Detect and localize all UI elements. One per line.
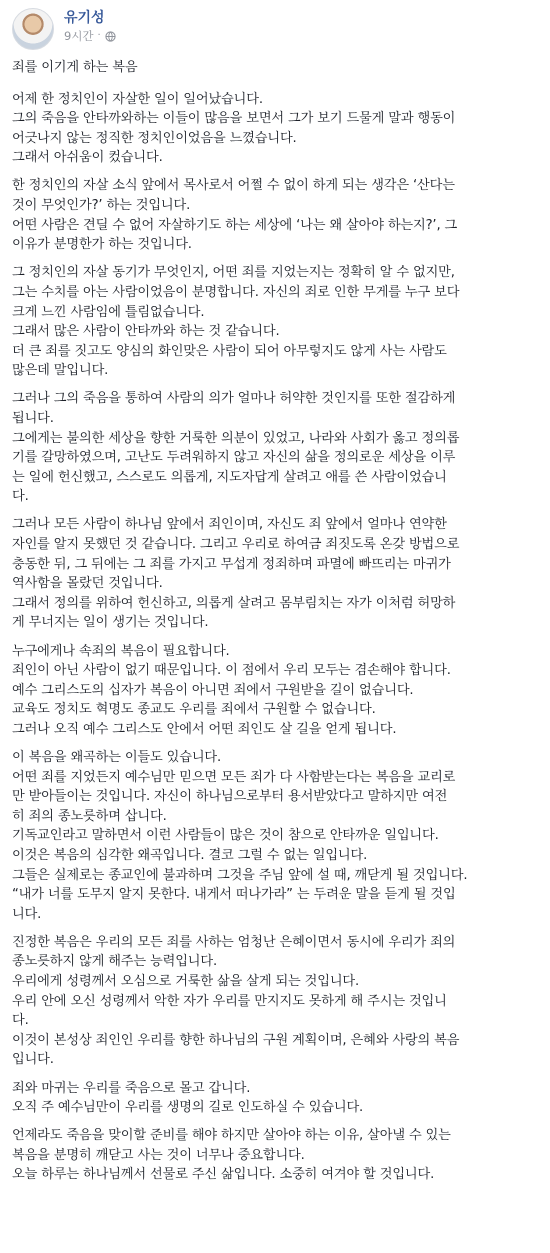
post-paragraph [12,176,538,254]
paragraph-line: 어긋나지 않는 정직한 정치인이었음을 느꼈습니다. [12,130,297,146]
post-paragraph [12,1126,538,1185]
post-meta [64,28,116,44]
paragraph-line: 그래서 많은 사람이 안타까와 하는 것 같습니다. [12,324,280,340]
paragraph-line: 그러나 그의 죽음을 통하여 사람의 의가 얼마나 허약한 것인지를 또한 절감하게 [12,391,456,407]
paragraph-line: 그러나 오직 예수 그리스도 안에서 어떤 죄인도 살 길을 얻게 됩니다. [12,721,397,737]
paragraph-line: 다. [12,489,29,505]
post-paragraph [12,748,538,924]
paragraph-line: 기를 갈망하였으며, 고난도 두려워하지 않고 자신의 삶을 정의로운 세상을 이루 [12,450,456,466]
paragraph-line: 입니다. [12,1052,54,1068]
globe-icon [105,28,116,44]
paragraph-line: 충동한 뒤, 그 뒤에는 그 죄를 가지고 무섭게 정죄하며 파멸에 빠뜨리는 마귀가 [12,556,451,572]
post-title: 죄를 이기게 하는 복음 [12,60,138,75]
paragraph-line: 그들은 실제로는 종교인에 불과하며 그것을 주님 앞에 설 때, 깨닫게 될 것입니다. [12,867,468,883]
paragraph-line: 그에게는 불의한 세상을 향한 거룩한 의분이 있었고, 나라와 사회가 옳고 정의롭 [12,430,460,446]
paragraph-line: 더 큰 죄를 짓고도 양심의 화인맞은 사람이 되어 아무렇지도 않게 사는 사람도 [12,343,447,359]
paragraph-line: 그는 수치를 아는 사람이었음이 분명합니다. 자신의 죄로 인한 무게를 누구 보다 [12,284,460,300]
paragraph-line: 그래서 아쉬움이 컸습니다. [12,150,163,166]
paragraph-line: 다. [12,1013,29,1029]
paragraph-line: 누구에게나 속죄의 복음이 필요합니다. [12,643,230,659]
paragraph-line: 한 정치인의 자살 소식 앞에서 목사로서 어쩔 수 없이 하게 되는 생각은 ‘산다는 [12,178,455,194]
paragraph-line: 자인를 알지 못했던 것 같습니다. 그리고 우리로 하여금 죄짓도록 온갖 방법으로 [12,537,460,553]
paragraph-line: 종노릇하지 않게 해주는 능력입니다. [12,954,218,970]
paragraph-line: 오늘 하루는 하나님께서 선물로 주신 삶입니다. 소중히 여겨야 할 것입니다. [12,1167,435,1183]
paragraph-line: 것이 무엇인가?’ 하는 것입니다. [12,198,191,214]
post-time[interactable]: 9시간 [64,29,94,43]
paragraph-line: 어떤 죄를 지었든지 예수님만 믿으면 모든 죄가 다 사함받는다는 복음을 교리로 [12,769,456,785]
paragraph-line: 크게 느낀 사람임에 틀림없습니다. [12,304,205,320]
paragraph-line: 이것은 복음의 심각한 왜곡입니다. 결코 그럴 수 없는 일입니다. [12,847,368,863]
paragraph-line: 그래서 정의를 위하여 헌신하고, 의롭게 살려고 몸부림치는 자가 이처럼 허망하 [12,595,456,611]
paragraph-line: 이 복음을 왜곡하는 이들도 있습니다. [12,750,222,765]
post-paragraph [12,933,538,1070]
post-paragraph [12,90,538,168]
paragraph-line: 진정한 복음은 우리의 모든 죄를 사하는 엄청난 은혜이면서 동시에 우리가 죄의 [12,934,456,950]
paragraph-line: 언제라도 죽음을 맞이할 준비를 해야 하지만 살아야 하는 이유, 살아낼 수 있는 [12,1128,451,1144]
paragraph-line: 어제 한 정치인이 자살한 일이 일어났습니다. [12,91,263,107]
paragraph-line: 예수 그리스도의 십자가 복음이 아니면 죄에서 구원받을 길이 없습니다. [12,682,414,698]
paragraph-line: 이것이 본성상 죄인인 우리를 향한 하나님의 구원 계획이며, 은혜와 사랑의 복음 [12,1032,460,1048]
paragraph-line: 역사함을 몰랐던 것입니다. [12,576,163,592]
paragraph-line: 기독교인라고 말하면서 이런 사람들이 많은 것이 참으로 안타까운 일입니다. [12,828,439,844]
paragraph-line: 만 받아들이는 것입니다. 자신이 하나님으로부터 용서받았다고 말하지만 여전 [12,789,448,805]
post-paragraph [12,515,538,633]
paragraph-line: 우리에게 성령께서 오심으로 거룩한 삶을 살게 되는 것입니다. [12,974,360,990]
paragraph-line: 니다. [12,906,42,922]
paragraph-line: 게 무너지는 일이 생기는 것입니다. [12,615,209,631]
paragraph-line: 죄인이 아닌 사람이 없기 때문입니다. 이 점에서 우리 모두는 겸손해야 합니다. [12,663,451,679]
author-name[interactable]: 유기성 [64,10,105,26]
post-paragraph [12,1079,538,1118]
paragraph-line: 어떤 사람은 견딜 수 없어 자살하기도 하는 세상에 ‘나는 왜 살아야 하는지?’, 그 [12,217,458,233]
author-avatar[interactable] [12,8,54,50]
post-header [12,0,538,58]
paragraph-line: 그 정치인의 자살 동기가 무엇인지, 어떤 죄를 지었는지는 정확히 알 수 없지만, [12,265,455,281]
post-paragraph [12,642,538,740]
post-paragraph [12,389,538,507]
meta-separator: · [97,30,101,41]
paragraph-line: 교육도 정치도 혁명도 종교도 우리를 죄에서 구원할 수 없습니다. [12,702,376,718]
paragraph-line: 우리 안에 오신 성령께서 악한 자가 우리를 만지지도 못하게 해 주시는 것입니 [12,993,447,1009]
paragraph-line: 됩니다. [12,411,54,426]
post-body [12,58,538,1185]
paragraph-line: 죄와 마귀는 우리를 죽음으로 몰고 갑니다. [12,1080,251,1096]
post-paragraph [12,263,538,381]
author-block [64,8,116,44]
paragraph-line: 복음을 분명히 깨닫고 사는 것이 너무나 중요합니다. [12,1147,305,1163]
paragraph-line: 히 죄의 종노릇하며 삽니다. [12,808,167,824]
paragraph-line: 그의 죽음을 안타까와하는 이들이 많음을 보면서 그가 보기 드물게 말과 행동이 [12,111,456,127]
paragraph-line: “내가 너를 도무지 알지 못한다. 내게서 떠나가라” 는 두려운 말을 듣게 될 것입 [12,887,456,903]
paragraph-line: 오직 주 예수님만이 우리를 생명의 길로 인도하실 수 있습니다. [12,1100,364,1116]
paragraph-line: 는 일에 헌신했고, 스스로도 의롭게, 지도자답게 살려고 애를 쓴 사람이었습니 [12,469,447,485]
paragraph-line: 이유가 분명한가 하는 것입니다. [12,237,192,253]
paragraph-line: 많은데 말입니다. [12,363,109,379]
paragraph-line: 그러나 모든 사람이 하나님 앞에서 죄인이며, 자신도 죄 앞에서 얼마나 연약한 [12,517,447,533]
